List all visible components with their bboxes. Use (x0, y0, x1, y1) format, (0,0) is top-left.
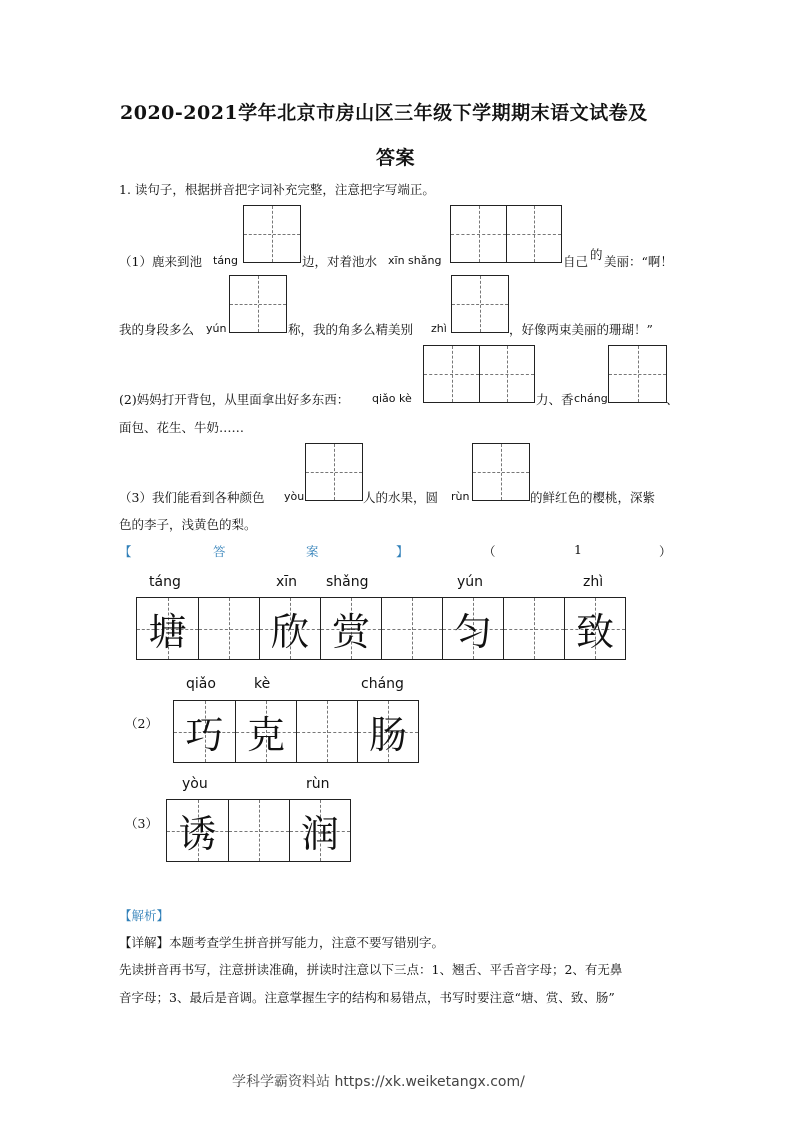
question-instruction: 1. 读句子，根据拼音把字词补充完整，注意把字写端正。 (119, 182, 435, 197)
writing-grid[interactable] (472, 443, 530, 501)
pinyin-prompt: yòu (284, 490, 305, 503)
answer-pinyin: xīn (276, 574, 298, 590)
writing-grid[interactable] (451, 275, 509, 333)
pinyin-prompt: xīn shǎng (388, 254, 442, 267)
answer-pinyin: yòu (182, 776, 208, 792)
answer-pinyin: kè (254, 676, 271, 692)
detail-tag: 【详解】 (119, 935, 170, 950)
sentence-text: 美丽：“啊！ (604, 254, 673, 269)
writing-grid[interactable] (608, 345, 667, 403)
pinyin-prompt: zhì (431, 322, 447, 335)
sentence-text: 力、香 (536, 392, 574, 407)
answer-char: 塘 (148, 610, 187, 654)
answer-pinyin: cháng (361, 676, 404, 692)
answer-char: 赏 (331, 610, 370, 654)
sentence-text: 人的水果，圆 (363, 490, 439, 505)
answer-pinyin: qiǎo (186, 676, 216, 692)
pinyin-prompt: táng (213, 254, 239, 267)
writing-grid[interactable] (243, 205, 301, 263)
analysis-paragraph: 音字母；3、最后是音调。注意掌握生字的结构和易错点，书写时要注意“塘、赏、致、肠” (119, 990, 615, 1005)
sentence-text: （1）鹿来到池 (119, 254, 202, 269)
detail-text: 本题考查学生拼音拼写能力，注意不要写错别字。 (169, 935, 445, 950)
answer-row-label: （2） (125, 716, 158, 731)
writing-grid[interactable] (229, 275, 287, 333)
sentence-text: 边，对着池水 (302, 254, 378, 269)
sentence-text: (2)妈妈打开背包，从里面拿出好多东西： (119, 392, 350, 407)
answer-header-bracket: 【 (119, 544, 132, 559)
answer-char: 诱 (178, 812, 217, 856)
answer-header-word: 答 (213, 544, 226, 559)
page-title: 2020-2021学年北京市房山区三年级下学期期末语文试卷及 (120, 102, 648, 124)
sentence-text: 的 (590, 247, 603, 262)
answer-char: 润 (300, 812, 339, 856)
sentence-text: ，好像两束美丽的珊瑚！” (509, 322, 653, 337)
answer-header-word: 案 (306, 544, 319, 559)
pinyin-prompt: cháng (574, 392, 608, 405)
answer-pinyin: táng (149, 574, 181, 590)
sentence-text: 称，我的角多么精美别 (288, 322, 414, 337)
answer-char: 匀 (453, 610, 492, 654)
pinyin-prompt: rùn (451, 490, 470, 503)
sentence-text: 、 (666, 392, 679, 407)
answer-char: 巧 (185, 713, 224, 757)
answer-pinyin: zhì (583, 574, 604, 590)
analysis-tag: 【解析】 (119, 908, 170, 923)
detail-line (119, 933, 444, 951)
pinyin-prompt: yún (206, 322, 227, 335)
answer-header-bracket: 】 (396, 544, 409, 559)
sentence-text: 的鲜红色的樱桃，深紫 (530, 490, 656, 505)
answer-number: 1 (574, 542, 582, 557)
answer-pinyin: rùn (306, 776, 330, 792)
answer-number-paren: ） (659, 544, 672, 559)
sentence-text: 色的李子，浅黄色的梨。 (119, 517, 257, 532)
answer-pinyin: yún (457, 574, 484, 590)
page-title-line2: 答案 (376, 147, 416, 169)
writing-grid[interactable] (423, 345, 535, 403)
answer-char: 肠 (368, 713, 407, 757)
sentence-text: 面包、花生、牛奶…… (119, 420, 245, 435)
answer-grid-row3 (166, 799, 351, 862)
answer-char: 克 (246, 713, 285, 757)
sentence-text: （3）我们能看到各种颜色 (119, 490, 265, 505)
answer-number-paren: （ (483, 544, 496, 559)
sentence-text: 我的身段多么 (119, 322, 195, 337)
answer-grid-row1 (136, 597, 626, 660)
answer-char: 欣 (270, 610, 309, 654)
answer-char: 致 (575, 610, 614, 654)
answer-pinyin: shǎng (326, 574, 369, 590)
writing-grid[interactable] (450, 205, 562, 263)
analysis-paragraph: 先读拼音再书写，注意拼读准确，拼读时注意以下三点：1、翘舌、平舌音字母；2、有无鼻 (119, 962, 623, 977)
writing-grid[interactable] (305, 443, 363, 501)
sentence-text: 自己 (563, 254, 589, 269)
answer-row-label: （3） (125, 816, 158, 831)
footer-watermark: 学科学霸资料站 https://xk.weiketangx.com/ (232, 1074, 525, 1090)
pinyin-prompt: qiǎo kè (372, 392, 412, 405)
answer-grid-row2 (173, 700, 419, 763)
